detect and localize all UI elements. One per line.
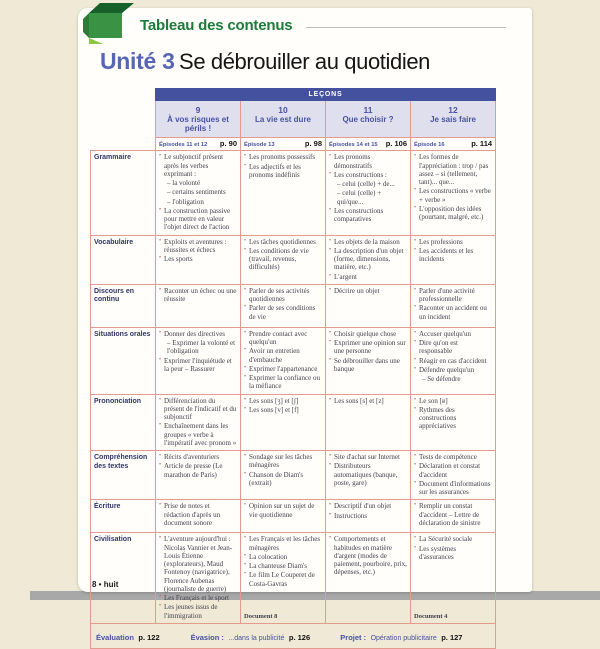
row-label-discours-en-continu: Discours en continu xyxy=(91,284,156,327)
content-item: • Les constructions « verbe + verbe » xyxy=(414,187,492,204)
content-item: • Comportements et habitudes en matière d'argent (modes de paiement, pourboire, prix, dépenses, etc.) xyxy=(329,535,407,576)
content-cell xyxy=(326,394,411,451)
page-number: 8 • huit xyxy=(92,580,119,589)
document-note: Document 8 xyxy=(244,613,278,621)
row-label-grammaire: Grammaire xyxy=(91,151,156,235)
document-note: Document 4 xyxy=(414,613,448,621)
content-item: • Le son [ʁ] xyxy=(414,397,492,405)
evaluation-page: p. 122 xyxy=(138,632,160,642)
content-item: • La construction passive pour mettre en valeur l'objet direct de l'action xyxy=(159,207,237,232)
content-item: – Se défendre xyxy=(422,375,461,384)
green-cube-icon xyxy=(83,0,137,44)
content-item: • Les constructions : xyxy=(329,171,407,179)
table-row-comprehension-des-textes xyxy=(91,451,496,500)
lecons-bar: LEÇONS xyxy=(156,89,496,101)
banner xyxy=(140,17,506,34)
projet-entry xyxy=(340,627,490,645)
content-item: • Choisir quelque chose xyxy=(329,330,407,338)
content-cell xyxy=(241,235,326,284)
content-cell xyxy=(156,284,241,327)
row-label-comprehension-des-textes: Compréhension des textes xyxy=(91,451,156,500)
content-item: • Les Français et le sport xyxy=(159,594,237,602)
content-item: • Raconter un échec ou une réussite xyxy=(159,287,237,304)
content-item: • Les formes de l'appréciation : trop / pas assez – si (tellement, tant)... que... xyxy=(414,153,492,186)
content-item: • L'opposition des idées (pourtant, malgré, etc.) xyxy=(414,205,492,222)
lesson-title: La vie est dure xyxy=(254,115,312,124)
header-spacer-cell xyxy=(91,89,156,101)
content-cell xyxy=(326,500,411,533)
content-cell xyxy=(326,327,411,394)
table-row-grammaire xyxy=(91,151,496,235)
content-cell xyxy=(241,451,326,500)
content-item: • Les adjectifs et les pronoms indéfinis xyxy=(244,163,322,180)
content-item: • Avoir un entretien d'embauche xyxy=(244,347,322,364)
evasion-page: p. 126 xyxy=(288,632,311,642)
row-label-situations-orales: Situations orales xyxy=(91,327,156,394)
evaluation-entry xyxy=(96,627,191,645)
content-item: – la volonté xyxy=(167,179,201,188)
lesson-page-number: p. 90 xyxy=(219,139,237,149)
column-header-row xyxy=(91,101,496,138)
book-page xyxy=(78,8,532,642)
table-row-situations-orales xyxy=(91,327,496,394)
lesson-title: Je sais faire xyxy=(430,115,476,124)
unit-title: Se débrouiller au quotidien xyxy=(179,49,430,74)
content-item: • Accuser quelqu'un xyxy=(414,330,492,338)
table-body xyxy=(91,151,496,624)
content-item: • Le subjonctif présent après les verbes exprimant : xyxy=(159,153,237,178)
banner-rule xyxy=(306,27,506,28)
content-cell xyxy=(241,327,326,394)
lesson-title: À vos risques et périls ! xyxy=(167,115,229,134)
unit-number: Unité 3 xyxy=(100,48,175,74)
content-item: • Les conditions de vie (travail, revenus, difficultés) xyxy=(244,247,322,272)
lesson-number: 10 xyxy=(278,105,288,115)
lesson-page-number: p. 106 xyxy=(385,139,407,149)
content-item: • La description d'un objet (forme, dimensions, matière, etc.) xyxy=(329,247,407,272)
content-cell xyxy=(411,451,496,500)
lesson-number: 12 xyxy=(448,105,458,115)
lesson-column-header xyxy=(411,101,496,138)
content-item: • Remplir un constat d'accident – Lettre de déclaration de sinistre xyxy=(414,502,492,527)
content-cell xyxy=(156,500,241,533)
episode-cell xyxy=(411,138,496,151)
table-footer-cell xyxy=(91,623,496,648)
content-cell xyxy=(411,327,496,394)
content-cell xyxy=(156,451,241,500)
content-cell xyxy=(411,284,496,327)
content-item: • Prendre contact avec quelqu'un xyxy=(244,330,322,347)
content-item: • La chanteuse Diam's xyxy=(244,562,322,570)
content-cell xyxy=(156,327,241,394)
content-cell xyxy=(156,235,241,284)
content-item: • Exprimer une opinion sur une personne xyxy=(329,339,407,356)
lesson-page-number: p. 98 xyxy=(304,139,322,149)
content-cell xyxy=(156,533,241,624)
table-header xyxy=(91,89,496,151)
header-spacer-cell xyxy=(91,138,156,151)
content-item: • Les sons [s] et [z] xyxy=(329,397,407,405)
content-item: • Dire qu'on est responsable xyxy=(414,339,492,356)
content-cell xyxy=(156,394,241,451)
table-row-discours-en-continu xyxy=(91,284,496,327)
content-cell xyxy=(241,151,326,235)
content-item: – celui (celle) + de... xyxy=(337,180,395,189)
content-item: • La colocation xyxy=(244,553,322,561)
content-cell xyxy=(326,451,411,500)
table-row-civilisation xyxy=(91,533,496,624)
unit-heading xyxy=(100,48,430,75)
content-item: • Les pronoms démonstratifs xyxy=(329,153,407,170)
table-row-vocabulaire xyxy=(91,235,496,284)
content-item: • L'argent xyxy=(329,273,407,281)
content-item: • Décrire un objet xyxy=(329,287,407,295)
content-item: • Les systèmes d'assurances xyxy=(414,545,492,562)
content-cell xyxy=(326,533,411,624)
content-item: – l'obligation xyxy=(167,197,204,206)
content-item: • Document d'informations sur les assurances xyxy=(414,480,492,497)
content-item: • Déclaration et constat d'accident xyxy=(414,462,492,479)
content-item: • Les constructions comparatives xyxy=(329,207,407,224)
content-item: • Les pronoms possessifs xyxy=(244,153,322,161)
lesson-column-header xyxy=(156,101,241,138)
content-cell xyxy=(241,284,326,327)
content-cell xyxy=(241,500,326,533)
content-item: • Réagir en cas d'accident xyxy=(414,357,492,365)
episode-cell xyxy=(326,138,411,151)
content-cell xyxy=(326,284,411,327)
content-item: • Article de presse (Le marathon de Paris) xyxy=(159,462,237,479)
content-item: • Donner des directives xyxy=(159,330,237,338)
row-label-vocabulaire: Vocabulaire xyxy=(91,235,156,284)
content-item: • Exprimer l'inquiétude et la peur – Rassurer xyxy=(159,357,237,374)
content-cell xyxy=(241,533,326,624)
content-item: • Prise de notes et rédaction d'après un document sonore xyxy=(159,502,237,527)
banner-title: Tableau des contenus xyxy=(140,17,293,34)
content-item: • Défendre quelqu'un xyxy=(414,366,492,374)
content-item: • Chanson de Diam's (extrait) xyxy=(244,471,322,488)
content-item: • Instructions xyxy=(329,512,407,520)
content-item: • Les objets de la maison xyxy=(329,238,407,246)
episode-label: Épisode 16 xyxy=(414,142,445,149)
content-item: • Enchaînement dans les groupes « verbe à l'impératif avec pronom » xyxy=(159,422,237,447)
content-cell xyxy=(411,500,496,533)
lesson-page-number: p. 114 xyxy=(471,139,493,149)
content-item: • Exprimer la confiance ou la méfiance xyxy=(244,374,322,391)
content-item: • Les professions xyxy=(414,238,492,246)
projet-page: p. 127 xyxy=(441,632,463,642)
content-item: • Parler d'une activité professionnelle xyxy=(414,287,492,304)
content-item: • Exploits et aventures : réussites et échecs xyxy=(159,238,237,255)
content-item: • Parler de ses conditions de vie xyxy=(244,304,322,321)
content-item: • Le film Le Couperet de Costa-Gavras xyxy=(244,571,322,588)
content-item: • Rythmes des constructions appréciatives xyxy=(414,406,492,431)
content-cell xyxy=(411,151,496,235)
content-item: • Descriptif d'un objet xyxy=(329,502,407,510)
content-item: – celui (celle) + qui/que... xyxy=(337,189,382,206)
lecons-bar-row xyxy=(91,89,496,101)
content-item: • La Sécurité sociale xyxy=(414,535,492,543)
content-cell xyxy=(326,151,411,235)
evasion-label: Évasion : xyxy=(190,632,224,642)
content-item: • Les accidents et les incidents xyxy=(414,247,492,264)
content-item: • Les sons [v] et [f] xyxy=(244,406,322,414)
content-item: • Distributeurs automatiques (banque, poste, gare) xyxy=(329,462,407,487)
content-item: • Les tâches quotidiennes xyxy=(244,238,322,246)
content-item: • Les sons [ʒ] et [ʃ] xyxy=(244,397,322,405)
header-spacer-cell xyxy=(91,101,156,138)
content-item: • Récits d'aventuriers xyxy=(159,453,237,461)
lesson-title: Que choisir ? xyxy=(342,115,394,124)
lesson-number: 9 xyxy=(195,105,201,115)
projet-text: Opération publicitaire xyxy=(370,634,437,642)
contents-table xyxy=(90,88,496,649)
episode-label: Épisodes 11 et 12 xyxy=(159,142,208,149)
content-item: – Exprimer la volonté et l'obligation xyxy=(167,339,236,356)
lesson-column-header xyxy=(326,101,411,138)
table-footer-row xyxy=(91,623,496,648)
content-item: • Les Français et les tâches ménagères xyxy=(244,535,322,552)
projet-label: Projet : xyxy=(340,632,367,642)
content-item: • Tests de compétence xyxy=(414,453,492,461)
content-cell xyxy=(156,151,241,235)
content-item: • Les sports xyxy=(159,255,237,263)
content-item: • Raconter un accident ou un incident xyxy=(414,304,492,321)
content-item: • L'aventure aujourd'hui : Nicolas Vannier et Jean-Louis Étienne (explorateurs), Maud Fontenoy (navigatrice), Florence Aubenas (journaliste de guerre) xyxy=(159,535,237,593)
episode-cell xyxy=(241,138,326,151)
content-cell xyxy=(411,235,496,284)
lesson-column-header xyxy=(241,101,326,138)
episode-row xyxy=(91,138,496,151)
table-row-prononciation xyxy=(91,394,496,451)
content-cell xyxy=(241,394,326,451)
episode-label: Épisodes 14 et 15 xyxy=(329,142,378,149)
row-label-prononciation: Prononciation xyxy=(91,394,156,451)
episode-cell xyxy=(156,138,241,151)
content-item: • Différenciation du présent de l'indicatif et du subjonctif xyxy=(159,397,237,422)
content-item: – certains sentiments xyxy=(167,188,226,197)
content-item: • Parler de ses activités quotidiennes xyxy=(244,287,322,304)
episode-label: Épisode 13 xyxy=(244,142,275,149)
content-cell xyxy=(411,394,496,451)
content-item: • Sondage sur les tâches ménagères xyxy=(244,453,322,470)
row-label-ecriture: Écriture xyxy=(91,500,156,533)
row-label-civilisation: Civilisation xyxy=(91,533,156,624)
lesson-number: 11 xyxy=(363,105,373,115)
content-item: • Se débrouiller dans une banque xyxy=(329,357,407,374)
content-cell xyxy=(326,235,411,284)
evasion-text: ...dans la publicité xyxy=(228,634,285,642)
table-row-ecriture xyxy=(91,500,496,533)
content-cell xyxy=(411,533,496,624)
evaluation-label: Évaluation xyxy=(96,632,134,642)
evasion-entry xyxy=(191,627,341,645)
content-item: • Les jeunes issus de l'immigration xyxy=(159,603,237,620)
content-item: • Opinion sur un sujet de vie quotidienne xyxy=(244,502,322,519)
content-item: • Site d'achat sur Internet xyxy=(329,453,407,461)
content-item: • Exprimer l'appartenance xyxy=(244,365,322,373)
